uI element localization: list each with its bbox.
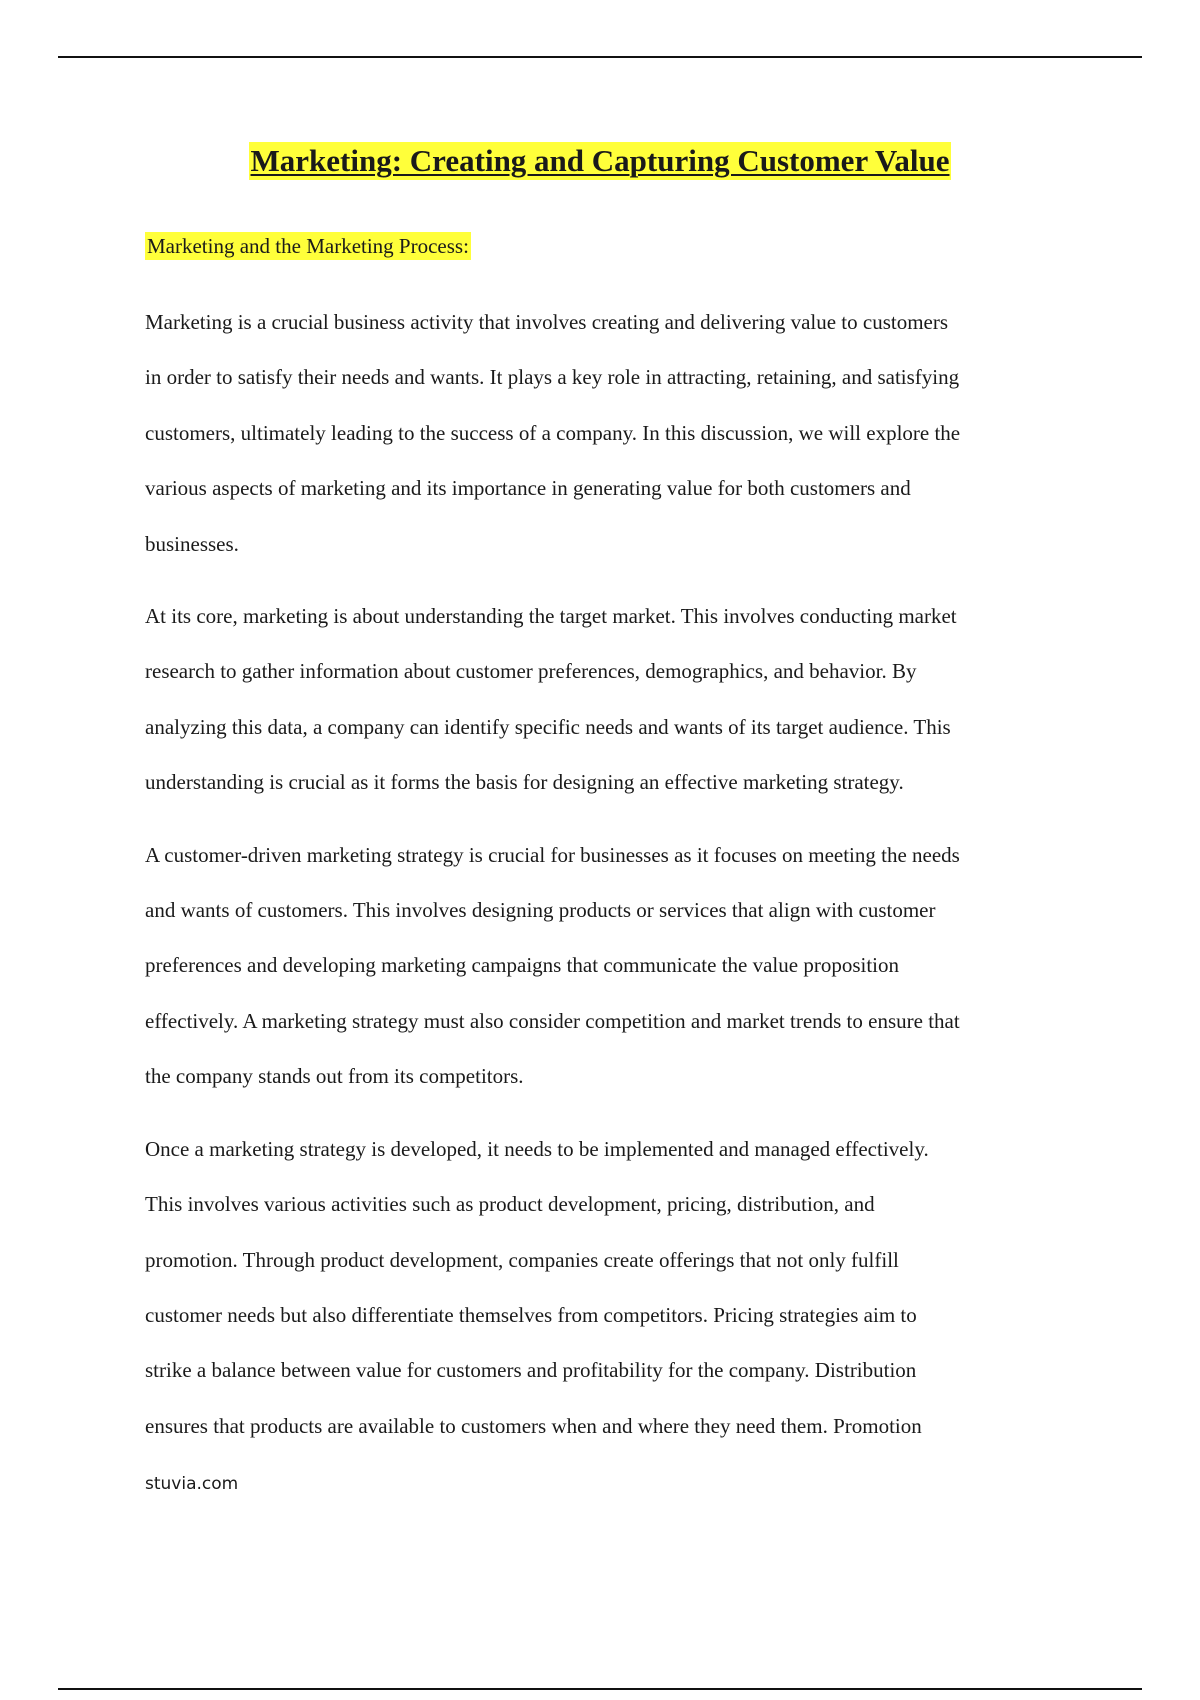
paragraph-line: A customer-driven marketing strategy is crucial for businesses as it focuses on meeting the needs <box>145 842 960 867</box>
paragraph-line: Once a marketing strategy is developed, it needs to be implemented and managed effectively. <box>145 1136 929 1161</box>
document-title: Marketing: Creating and Capturing Customer Value <box>250 143 950 178</box>
bottom-rule <box>58 1688 1142 1690</box>
paragraph-line: effectively. A marketing strategy must also consider competition and market trends to ensure that <box>145 1008 960 1033</box>
paragraph-line: customers, ultimately leading to the success of a company. In this discussion, we will explore the <box>145 420 961 445</box>
paragraph-line: ensures that products are available to customers when and where they need them. Promotion <box>145 1413 922 1438</box>
document-body <box>145 232 1095 1454</box>
paragraph-line: various aspects of marketing and its importance in generating value for both customers and <box>145 476 911 501</box>
paragraph-line: strike a balance between value for customers and profitability for the company. Distribution <box>145 1358 917 1383</box>
paragraph-line: businesses. <box>145 531 239 556</box>
title-container <box>0 142 1200 180</box>
paragraph-line: customer needs but also differentiate themselves from competitors. Pricing strategies aim to <box>145 1302 917 1327</box>
paragraph-line: analyzing this data, a company can identify specific needs and wants of its target audience. This <box>145 714 951 739</box>
site-watermark: stuvia.com <box>145 1474 239 1494</box>
paragraph-line: At its core, marketing is about understanding the target market. This involves conducting market <box>145 604 957 629</box>
top-rule <box>58 56 1142 58</box>
paragraph-line: This involves various activities such as product development, pricing, distribution, and <box>145 1192 875 1217</box>
paragraph-line: research to gather information about customer preferences, demographics, and behavior. By <box>145 659 917 684</box>
paragraph-line: in order to satisfy their needs and wants. It plays a key role in attracting, retaining, and satisfying <box>145 365 960 390</box>
paragraph <box>145 1122 1095 1454</box>
paragraph <box>145 295 1095 572</box>
paragraph-line: promotion. Through product development, companies create offerings that not only fulfill <box>145 1247 899 1272</box>
section-subheading: Marketing and the Marketing Process: <box>147 234 469 258</box>
paragraph <box>145 828 1095 1105</box>
paragraph-line: Marketing is a crucial business activity that involves creating and delivering value to customers <box>145 310 949 334</box>
paragraph-line: understanding is crucial as it forms the basis for designing an effective marketing strategy. <box>145 770 904 795</box>
paragraph-line: preferences and developing marketing campaigns that communicate the value proposition <box>145 953 899 978</box>
paragraph <box>145 589 1095 811</box>
paragraph-line: the company stands out from its competitors. <box>145 1064 524 1089</box>
paragraph-line: and wants of customers. This involves designing products or services that align with customer <box>145 898 936 923</box>
